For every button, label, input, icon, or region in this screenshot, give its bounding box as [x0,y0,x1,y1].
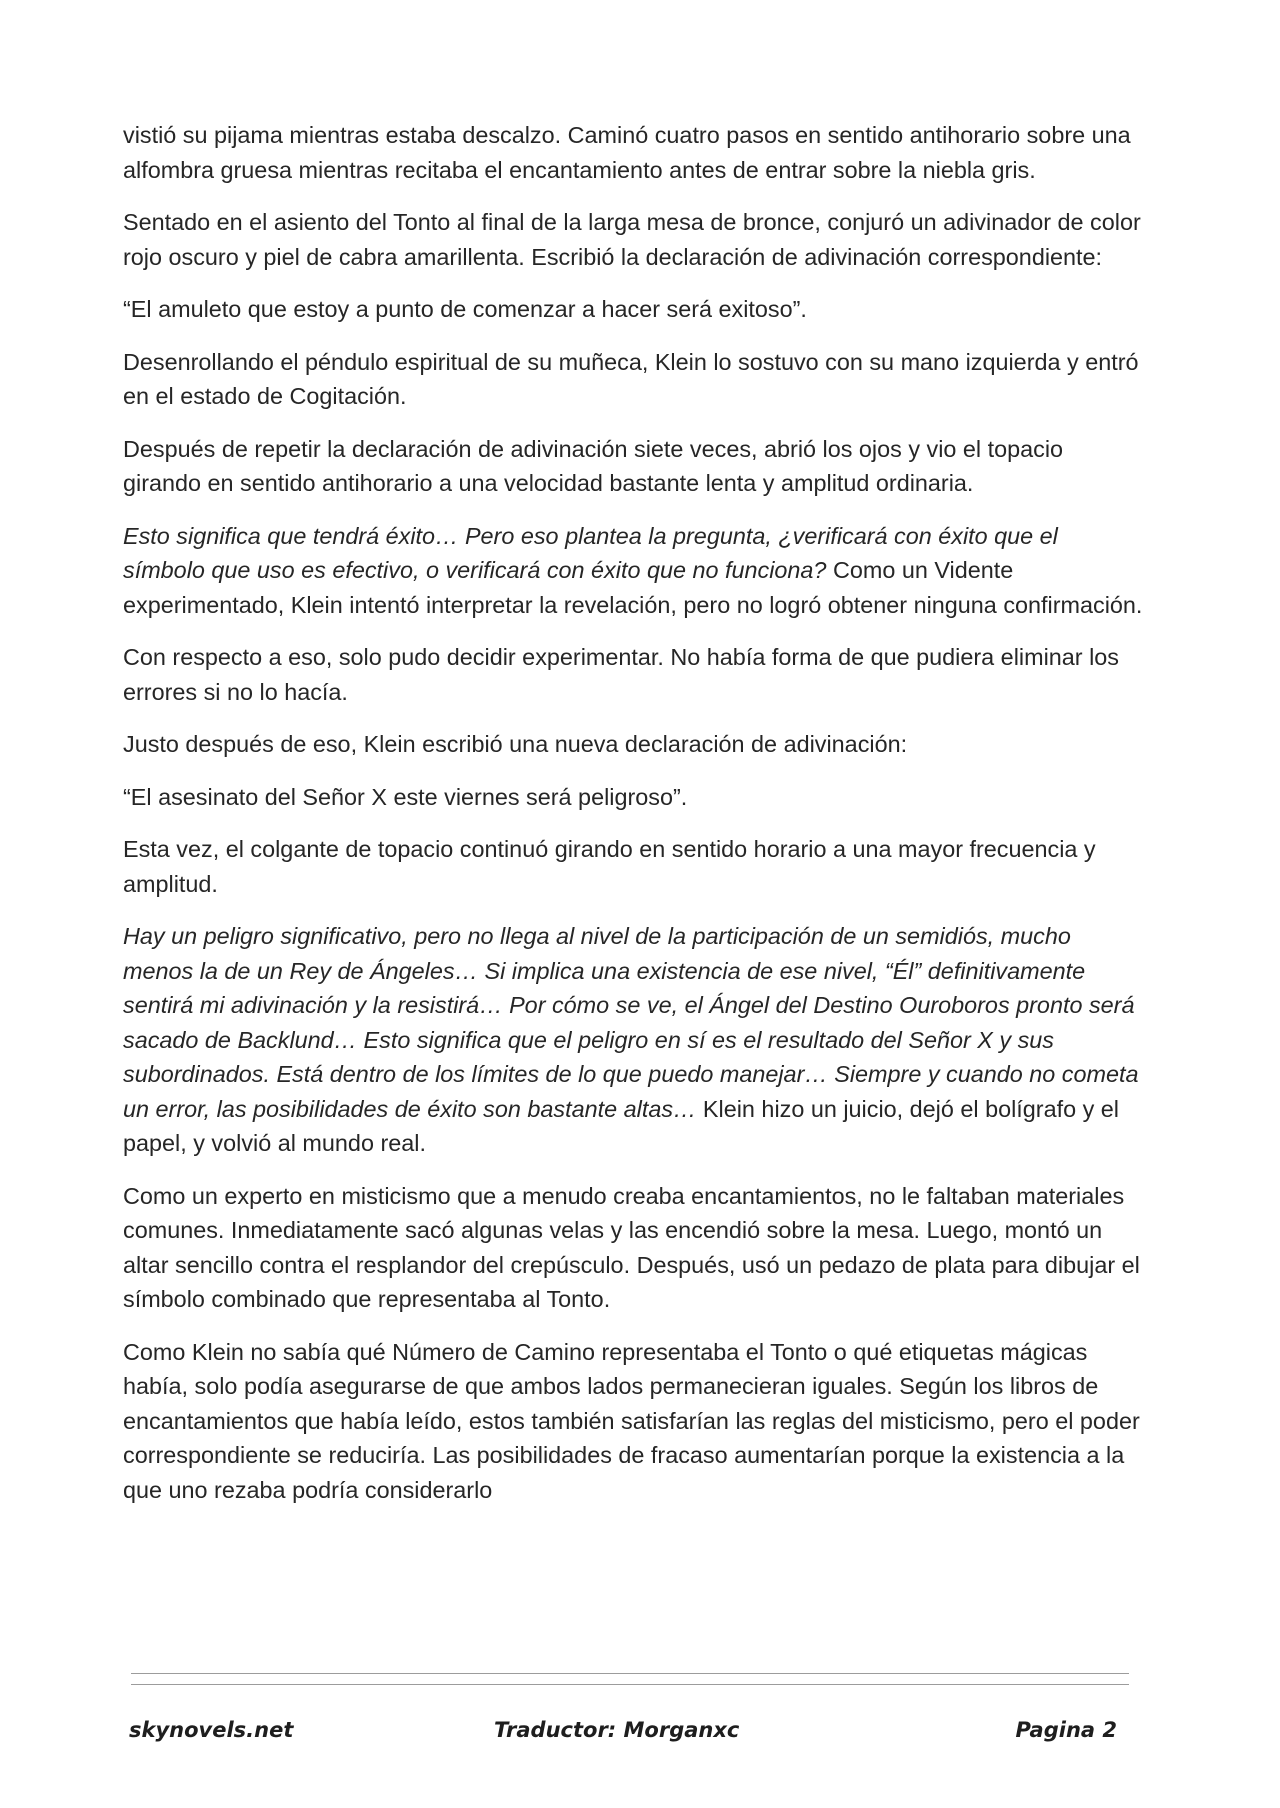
paragraph [123,519,1143,623]
text-run: Como Klein no sabía qué Número de Camino representaba el Tonto o qué etiquetas mágicas había, solo podía asegurarse de que ambos lados permanecieran iguales. Según los libros de encantamientos que había leído, estos también satisfarían las reglas del misticismo, pero el poder correspondiente se reduciría. Las posibilidades de fracaso aumentarían porque la existencia a la que uno rezaba podría considerarlo [123,1338,1140,1503]
text-run: Desenrollando el péndulo espiritual de su muñeca, Klein lo sostuvo con su mano izquierda y entró en el estado de Cogitación. [123,348,1139,409]
paragraph [123,292,1143,327]
paragraph [123,432,1143,501]
footer-site-name: skynovels.net [129,1718,294,1742]
footer-translator-credit: Traductor: Morganxc [494,1718,740,1742]
paragraph [123,919,1143,1161]
paragraph [123,727,1143,762]
paragraph [123,205,1143,274]
text-run: vistió su pijama mientras estaba descalzo. Caminó cuatro pasos en sentido antihorario sobre una alfombra gruesa mientras recitaba el encantamiento antes de entrar sobre la niebla gris. [123,122,1131,183]
paragraph [123,345,1143,414]
page-footer [129,1718,1129,1748]
text-run: Esta vez, el colgante de topacio continuó girando en sentido horario a una mayor frecuencia y amplitud. [123,836,1096,897]
text-run: Como un Vidente experimentado, Klein intentó interpretar la revelación, pero no logró obtener ninguna confirmación. [123,557,1143,618]
footer-divider-top [131,1673,1129,1674]
italic-text-run: Esto significa que tendrá éxito… Pero eso plantea la pregunta, ¿verificará con éxito que el símbolo que uso es efectivo, o verificará con éxito que no funciona? [123,522,1058,583]
text-run: Después de repetir la declaración de adivinación siete veces, abrió los ojos y vio el topacio girando en sentido antihorario a una velocidad bastante lenta y amplitud ordinaria. [123,435,1064,496]
text-run: Klein hizo un juicio, dejó el bolígrafo y el papel, y volvió al mundo real. [123,1095,1120,1156]
italic-text-run: Hay un peligro significativo, pero no llega al nivel de la participación de un semidiós, mucho menos la de un Rey de Ángeles… Si implica una existencia de ese nivel, “Él” definitivamente sentirá mi adivinación y la resistirá… Por cómo se ve, el Ángel del Destino Ouroboros pronto será sacado de Backlund… Esto significa que el peligro en sí es el resultado del Señor X y sus subordinados. Está dentro de los límites de lo que puedo manejar… Siempre y cuando no cometa un error, las posibilidades de éxito son bastante altas… [123,923,1139,1122]
text-run: Justo después de eso, Klein escribió una nueva declaración de adivinación: [123,731,908,757]
text-run: “El asesinato del Señor X este viernes será peligroso”. [123,783,688,810]
paragraph [123,1335,1143,1508]
paragraph [123,832,1143,901]
paragraph [123,640,1143,709]
text-run: Sentado en el asiento del Tonto al final de la larga mesa de bronce, conjuró un adivinador de color rojo oscuro y piel de cabra amarillenta. Escribió la declaración de adivinación correspondiente: [123,209,1141,270]
paragraph [123,118,1143,187]
text-run: “El amuleto que estoy a punto de comenzar a hacer será exitoso”. [123,296,807,322]
footer-page-number: Pagina 2 [1015,1718,1117,1742]
text-run: Con respecto a eso, solo pudo decidir experimentar. No había forma de que pudiera eliminar los errores si no lo hacía. [123,644,1119,705]
text-run: Como un experto en misticismo que a menudo creaba encantamientos, no le faltaban materiales comunes. Inmediatamente sacó algunas velas y las encendió sobre la mesa. Luego, montó un altar sencillo contra el resplandor del crepúsculo. Después, usó un pedazo de plata para dibujar el símbolo combinado que representaba al Tonto. [123,1182,1140,1312]
paragraph [123,780,1143,815]
footer-divider-bottom [131,1684,1129,1685]
paragraph [123,1179,1143,1317]
document-body [123,118,1143,1507]
